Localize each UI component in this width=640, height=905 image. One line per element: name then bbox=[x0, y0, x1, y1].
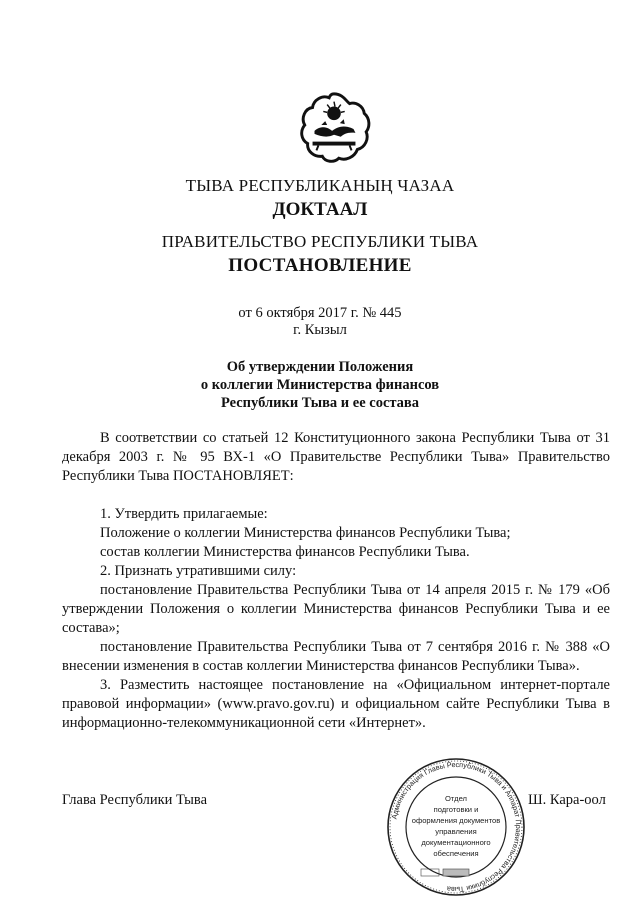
item-2: 2. Признать утратившими силу: bbox=[100, 563, 297, 579]
title-line: Республики Тыва и ее состава bbox=[220, 395, 420, 411]
russian-government-line: ПРАВИТЕЛЬСТВО РЕСПУБЛИКИ ТЫВА bbox=[161, 232, 479, 251]
item-3: 3. Разместить настоящее постановление на «Официальном интернет-портале правовой информации» (www.pravo.gov.ru) и официальном сайте Республики Тыва в информационно-телекоммуникационной сети «Интернет». bbox=[62, 677, 610, 731]
svg-text:управления: управления bbox=[435, 827, 477, 836]
document-body bbox=[62, 429, 610, 733]
title-line: о коллегии Министерства финансов bbox=[200, 377, 440, 393]
document-city: г. Кызыл bbox=[293, 322, 347, 338]
item-1-b: состав коллегии Министерства финансов Республики Тыва. bbox=[100, 544, 470, 560]
svg-text:подготовки и: подготовки и bbox=[433, 805, 479, 814]
coat-of-arms-emblem bbox=[295, 88, 373, 166]
svg-text:документационного: документационного bbox=[421, 838, 491, 847]
tyva-government-line: ТЫВА РЕСПУБЛИКАНЫҢ ЧАЗАА bbox=[185, 176, 455, 195]
svg-text:оформления документов: оформления документов bbox=[411, 816, 501, 825]
svg-text:обеспечения: обеспечения bbox=[433, 849, 479, 858]
item-1-a: Положение о коллегии Министерства финансов Республики Тыва; bbox=[100, 525, 511, 541]
item-1: 1. Утвердить прилагаемые: bbox=[100, 506, 268, 522]
item-2-a: постановление Правительства Республики Тыва от 14 апреля 2015 г. № 179 «Об утверждении Положения о коллегии Министерства финансов Республики Тыва и ее состава»; bbox=[62, 582, 610, 636]
russian-document-type: ПОСТАНОВЛЕНИЕ bbox=[228, 255, 412, 276]
title-line: Об утверждении Положения bbox=[226, 359, 414, 375]
stamp-center-text bbox=[412, 794, 501, 858]
signatory-position: Глава Республики Тыва bbox=[62, 792, 208, 808]
signatory-name: Ш. Кара-оол bbox=[528, 792, 606, 808]
svg-text:Отдел: Отдел bbox=[445, 794, 467, 803]
preamble-paragraph: В соответствии со статьей 12 Конституционного закона Республики Тыва от 31 декабря 2003 г. № 95 ВХ-1 «О Правительстве Республики Тыва» Правительство Республики Тыва ПОСТАНОВЛЯЕТ: bbox=[62, 430, 610, 484]
document-title bbox=[0, 358, 640, 412]
official-stamp bbox=[383, 757, 529, 897]
stamp-ring-text: Администрация Главы Республики Тыва и Аппарат Правительства Республики Тыва bbox=[389, 759, 524, 895]
item-2-b: постановление Правительства Республики Тыва от 7 сентября 2016 г. № 388 «О внесении изменения в состав коллегии Министерства финансов Республики Тыва». bbox=[62, 639, 610, 674]
document-date: от 6 октября 2017 г. № 445 bbox=[238, 305, 402, 321]
tyva-document-type: ДОКТААЛ bbox=[272, 199, 368, 220]
